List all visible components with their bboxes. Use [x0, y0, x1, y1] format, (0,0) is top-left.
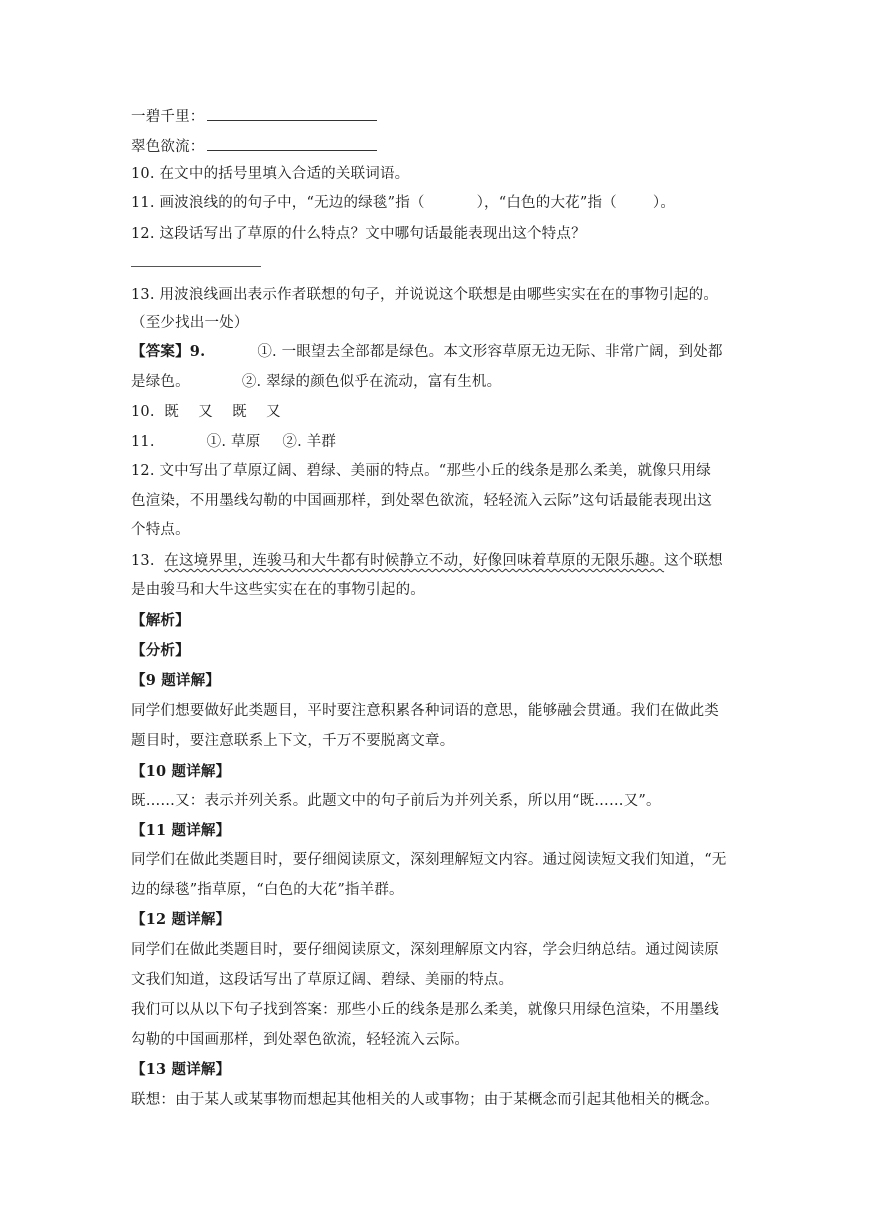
question-13-line-1: 13. 用波浪线画出表示作者联想的句子，并说说这个联想是由哪些实实在在的事物引起的。 — [131, 287, 719, 303]
detail-11-line-1: 同学们在做此类题目时，要仔细阅读原文，深刻理解短文内容。通过阅读短文我们知道，“无 — [131, 852, 727, 868]
question-13-line-2: （至少找出一处） — [131, 315, 249, 331]
question-11-part-a: 11. 画波浪线的的句子中，“无边的绿毯”指（ — [131, 195, 425, 211]
detail-13-line-1: 联想：由于某人或某事物而想起其他相关的人或事物；由于某概念而引起其他相关的概念。 — [131, 1092, 719, 1108]
answer-9-line-1 — [131, 342, 741, 362]
detail-10-heading: 【10 题详解】 — [131, 763, 231, 780]
detail-12-heading: 【12 题详解】 — [131, 911, 231, 928]
detail-11-heading: 【11 题详解】 — [131, 822, 231, 839]
detail-12-line-1: 同学们在做此类题目时，要仔细阅读原文，深刻理解原文内容，学会归纳总结。通过阅读原 — [131, 942, 719, 958]
answer-9-line-2 — [131, 372, 741, 392]
question-9-item-1 — [131, 107, 741, 127]
answer-13-number: 13. — [131, 553, 165, 569]
answer-label: 【答案】9. — [131, 343, 206, 360]
detail-9-line-1: 同学们想要做好此类题目，平时要注意积累各种词语的意思，能够融会贯通。我们在做此类 — [131, 703, 719, 719]
answer-13-line-2: 是由骏马和大牛这些实实在在的事物引起的。 — [131, 582, 425, 598]
question-11 — [131, 193, 741, 213]
answer-11 — [131, 432, 741, 452]
question-12: 12. 这段话写出了草原的什么特点？文中哪句话最能表现出这个特点？ — [131, 226, 586, 242]
analysis-subheading: 【分析】 — [131, 642, 190, 659]
detail-12-line-4: 勾勒的中国画那样，到处翠色欲流，轻轻流入云际。 — [131, 1032, 470, 1048]
item-label: 翠色欲流： — [131, 139, 205, 155]
answer-10: 10. 既 又 既 又 — [131, 404, 281, 420]
answer-12-line-1: 12. 文中写出了草原辽阔、碧绿、美丽的特点。“那些小丘的线条是那么柔美，就像只用绿 — [131, 463, 711, 479]
question-11-part-b: ），“白色的大花”指（ — [476, 195, 617, 211]
answer-13-line-1 — [131, 551, 741, 571]
detail-11-line-2: 边的绿毯”指草原，“白色的大花”指羊群。 — [131, 882, 404, 898]
detail-12-line-3: 我们可以从以下句子找到答案：那些小丘的线条是那么柔美，就像只用绿色渲染，不用墨线 — [131, 1002, 719, 1018]
detail-12-line-2: 文我们知道，这段话写出了草原辽阔、碧绿、美丽的特点。 — [131, 972, 514, 988]
analysis-heading: 【解析】 — [131, 612, 190, 629]
answer-blank — [207, 108, 377, 121]
answer-9-part-a: ①. 一眼望去全部都是绿色。本文形容草原无边无际、非常广阔，到处都 — [257, 344, 723, 360]
detail-13-heading: 【13 题详解】 — [131, 1061, 231, 1078]
answer-13-rest: 这个联想 — [664, 553, 723, 569]
detail-10-line-1: 既……又：表示并列关系。此题文中的句子前后为并列关系，所以用“既……又”。 — [131, 793, 661, 809]
detail-9-line-2: 题目时，要注意联系上下文，千万不要脱离文章。 — [131, 733, 455, 749]
answer-11-number: 11. — [131, 434, 155, 450]
answer-9-part-b: 是绿色。 — [131, 374, 190, 390]
question-10: 10. 在文中的括号里填入合适的关联词语。 — [131, 166, 410, 182]
wavy-underlined-sentence: 在这境界里，连骏马和大牛都有时候静立不动，好像回味着草原的无限乐趣。 — [164, 553, 665, 569]
question-11-part-c: ）。 — [652, 195, 676, 211]
detail-9-heading: 【9 题详解】 — [131, 672, 221, 689]
item-label: 一碧千里： — [131, 109, 205, 125]
answer-blank — [207, 138, 377, 151]
answer-blank-line — [131, 266, 261, 267]
answer-11-part-b: ②. 羊群 — [282, 434, 337, 450]
answer-12-line-3: 个特点。 — [131, 522, 190, 538]
answer-9-part-c: ②. 翠绿的颜色似乎在流动，富有生机。 — [241, 374, 502, 390]
answer-11-part-a: ①. 草原 — [206, 434, 261, 450]
question-9-item-2 — [131, 137, 741, 157]
answer-12-line-2: 色渲染，不用墨线勾勒的中国画那样，到处翠色欲流，轻轻流入云际”这句话最能表现出这 — [131, 493, 712, 509]
